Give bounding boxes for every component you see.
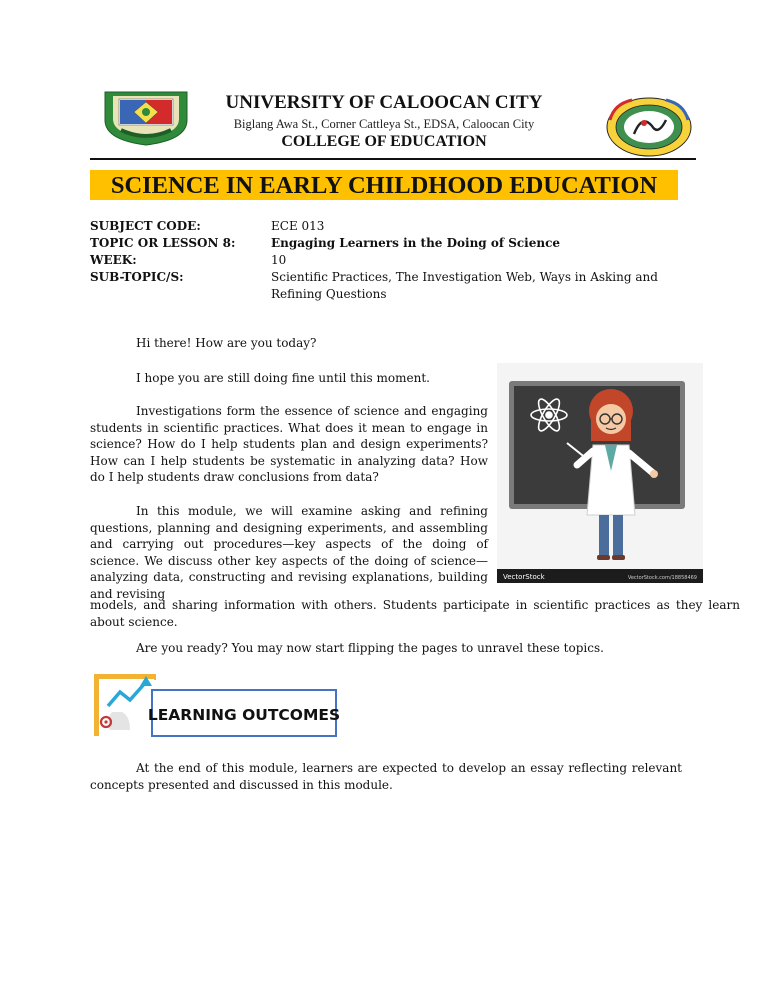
info-row-week xyxy=(90,252,671,269)
college-name: COLLEGE OF EDUCATION xyxy=(281,133,487,150)
info-value: ECE 013 xyxy=(271,219,325,233)
header-divider xyxy=(90,158,696,160)
university-address: Biglang Awa St., Corner Cattleya St., EDSA, Caloocan City xyxy=(233,117,535,131)
greeting-paragraph: Hi there! How are you today? xyxy=(136,336,317,350)
info-value: Scientific Practices, The Investigation Web, Ways in Asking and Refining Questions xyxy=(271,270,658,301)
info-row-subject-code xyxy=(90,218,671,235)
learning-outcomes-badge xyxy=(92,672,340,738)
info-label: WEEK: xyxy=(90,253,137,267)
info-row-subtopics xyxy=(90,269,671,303)
module-paragraph-part2: models, and sharing information with others. Students participate in scientific practices as they learn about science. xyxy=(90,598,740,629)
investigations-paragraph: Investigations form the essence of science and engaging students in scientific practices. What does it mean to engage in science? How do I help students plan and design experiments? How can I help students be systematic in analyzing data? How do I help students draw conclusions from data? xyxy=(90,404,488,484)
info-label: TOPIC OR LESSON 8: xyxy=(90,236,236,250)
watermark-left: VectorStock xyxy=(503,573,545,581)
ready-paragraph: Are you ready? You may now start flipping the pages to unravel these topics. xyxy=(136,641,604,655)
module-paragraph-part1: In this module, we will examine asking and refining questions, planning and designing experiments, and assembling and carrying out procedures—key aspects of the doing of science. We discuss other key aspects of the doing of science—analyzing data, constructing and revising explanations, building and revising xyxy=(90,504,488,601)
hope-paragraph: I hope you are still doing fine until this moment. xyxy=(136,371,430,385)
info-label: SUBJECT CODE: xyxy=(90,219,201,233)
watermark-right: VectorStock.com/18858469 xyxy=(627,575,697,581)
info-value: 10 xyxy=(271,253,287,267)
info-value: Engaging Learners in the Doing of Science xyxy=(271,236,561,250)
course-info-table xyxy=(90,218,671,303)
course-title-banner: SCIENCE IN EARLY CHILDHOOD EDUCATION xyxy=(90,170,678,200)
info-label: SUB-TOPIC/S: xyxy=(90,270,184,284)
end-of-module-paragraph: At the end of this module, learners are expected to develop an essay reflecting relevant concepts presented and discussed in this module. xyxy=(90,761,682,792)
teacher-illustration xyxy=(497,363,703,583)
info-row-topic xyxy=(90,235,671,252)
learning-outcomes-label: LEARNING OUTCOMES xyxy=(147,706,340,724)
university-name: UNIVERSITY OF CALOOCAN CITY xyxy=(225,92,543,113)
